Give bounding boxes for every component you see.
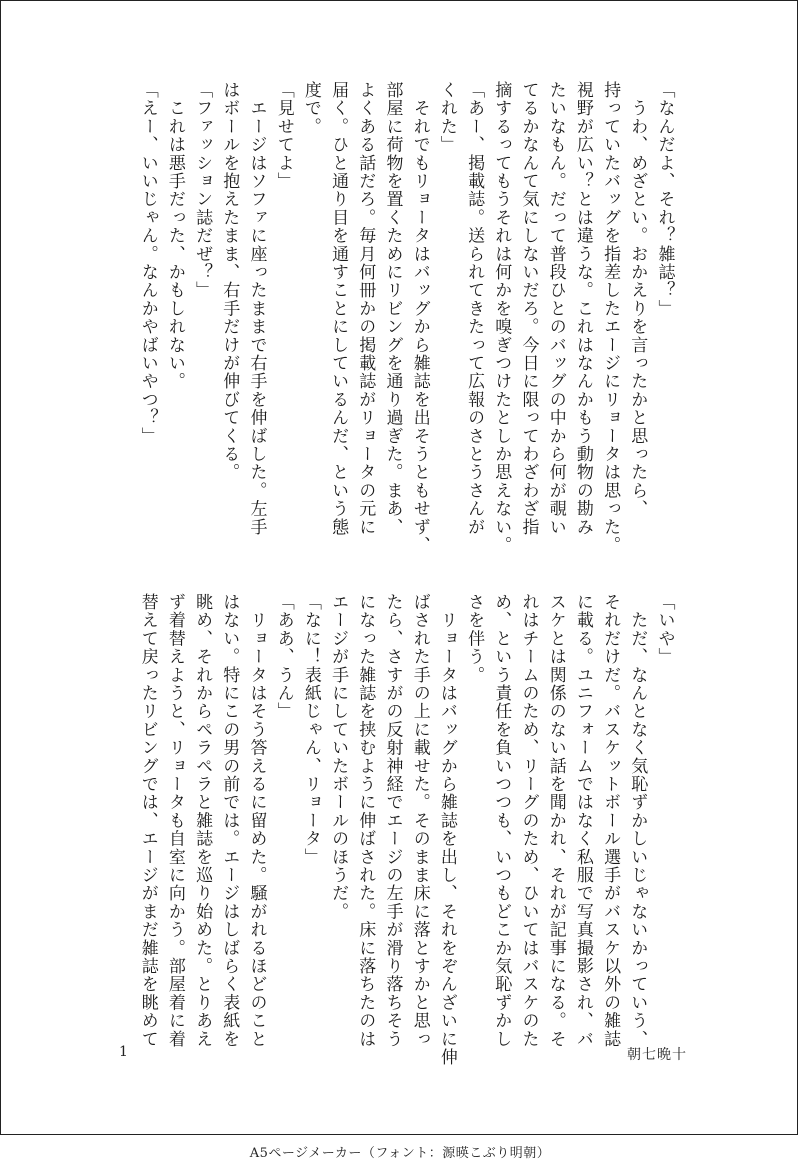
footer-caption: A5ページメーカー（フォント：源暎こぶり明朝） (249, 1146, 551, 1161)
text-column: れはチームのため、リーグのため、ひいてはバスケのた (518, 593, 539, 1048)
text-column: め、という責任を負いつつも、いつもどこか気恥ずかし (491, 593, 512, 1048)
text-column: はボールを抱えたまま、右手だけが伸びてくる。 (219, 81, 240, 482)
text-column: エージはソファに座ったままで右手を伸ばした。左手 (246, 81, 267, 536)
text-column: に載る。ユニフォームではなく私服で写真撮影され、バ (572, 593, 593, 1048)
text-column: 届く。ひと通り目を通すことにしているんだ、という態 (328, 81, 349, 536)
author-name: 朝七晩十 (627, 1047, 687, 1063)
text-column: はない。特にこの男の前では。エージはしばらく表紙を (219, 593, 240, 1048)
text-column: それだけだ。バスケットボール選手がバスケ以外の雑誌 (600, 593, 621, 1048)
text-column: 眺め、それからペラペラと雑誌を巡り始めた。とりあえ (192, 593, 213, 1048)
text-column: になった雑誌を挟むように伸ばされた。床に落ちたのは (355, 593, 376, 1048)
text-column: これは悪手だった、かもしれない。 (164, 81, 185, 391)
text-column: たら、さすがの反射神経でエージの左手が滑り落ちそう (382, 593, 403, 1048)
text-column: 視野が広い？とは違うな。これはなんかもう動物の勘み (572, 81, 593, 536)
text-column: さを伴う。 (464, 593, 485, 684)
page-number: 1 (119, 1044, 128, 1060)
text-column: うわ、めざとい。おかえりを言ったかと思ったら、 (627, 81, 648, 518)
text-column: リョータはそう答えるに留めた。騒がれるほどのこと (246, 593, 267, 1048)
text-column: よくある話だろ。毎月何冊かの掲載誌がリョータの元に (355, 81, 376, 536)
text-column: 度で。 (300, 81, 321, 136)
text-column: 摘するってもうそれは何かを嗅ぎつけたとしか思えない。 (491, 81, 512, 555)
text-column: 「あー、掲載誌。送られてきたって広報のさとうさんが (464, 81, 485, 536)
text-column: たいなもん。だって普段ひとのバッグの中から何が覗い (545, 81, 566, 536)
text-column: 部屋に荷物を置くためにリビングを通り過ぎた。まあ、 (382, 81, 403, 536)
text-column: スケとは関係のない話を聞かれ、それが記事になる。そ (545, 593, 566, 1048)
text-column: 持っていたバッグを指差したエージにリョータは思った。 (600, 81, 621, 555)
text-column: 替えて戻ったリビングでは、エージがまだ雑誌を眺めて (137, 593, 158, 1048)
text-column: ただ、なんとなく気恥ずかしいじゃないかっていう、 (627, 593, 648, 1048)
text-column: 「えー、いいじゃん。なんかやばいやつ？」 (137, 81, 158, 445)
text-column: てるかなんて気にしないだろ。今日に限ってわざわざ指 (518, 81, 539, 536)
text-column: 「いや」 (654, 593, 675, 666)
text-column: ず着替えようと、リョータも自室に向かう。部屋着に着 (164, 593, 185, 1048)
text-column: ばされた手の上に載せた。そのまま床に落とすかと思っ (409, 593, 430, 1048)
text-column: リョータはバッグから雑誌を出し、それをぞんざいに伸 (436, 593, 457, 1067)
text-column: くれた」 (436, 81, 457, 154)
text-column: 「なんだよ、それ？雑誌？」 (654, 81, 675, 318)
text-column: 「なに！表紙じゃん、リョータ」 (300, 593, 321, 866)
text-column: 「見せてよ」 (273, 81, 294, 191)
text-column: それでもリョータはバッグから雑誌を出そうともせず、 (409, 81, 430, 555)
text-column: 「ああ、うん」 (273, 593, 294, 721)
text-column: 「ファッション誌だぜ？」 (192, 81, 213, 300)
text-column: エージが手にしていたボールのほうだ。 (328, 593, 349, 921)
